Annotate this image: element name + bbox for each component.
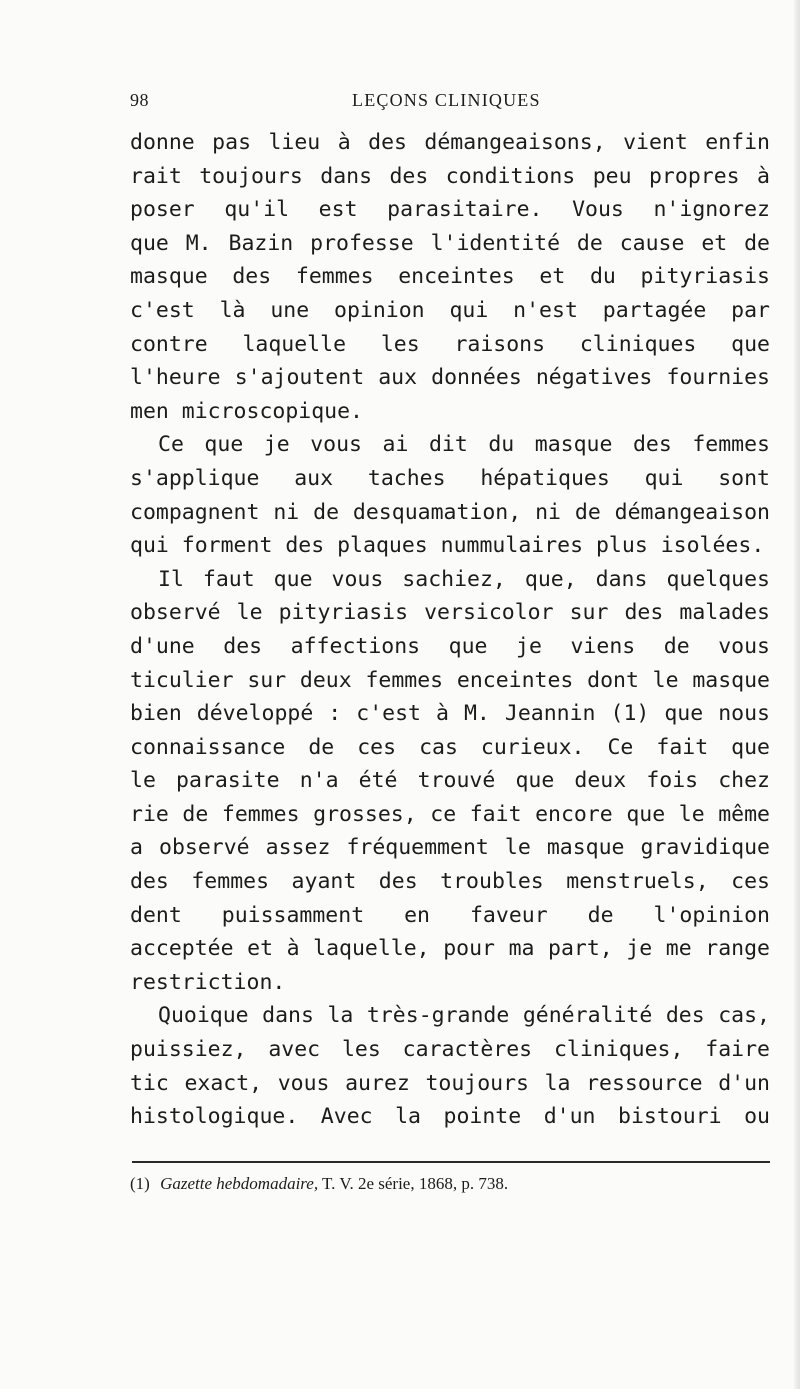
text-line: Il faut que vous sachiez, que, dans quelques <box>158 566 770 592</box>
page-number: 98 <box>130 90 149 110</box>
body-text <box>130 126 770 1134</box>
text-line: que M. Bazin professe l'identité de cause et de <box>130 230 770 256</box>
text-line: rie de femmes grosses, ce fait encore que le même <box>130 801 770 827</box>
text-line: observé le pityriasis versicolor sur des malades <box>130 600 770 626</box>
page-edge <box>794 0 800 1389</box>
text-line: dent puissamment en faveur de l'opinion <box>130 902 770 928</box>
text-line: s'applique aux taches hépatiques qui sont <box>130 465 770 491</box>
text-line: c'est là une opinion qui n'est partagée par <box>130 297 770 323</box>
footnote-reference: T. V. 2e série, 1868, p. 738. <box>322 1174 509 1193</box>
text-line: histologique. Avec la pointe d'un bistouri ou <box>130 1104 770 1130</box>
footnote <box>130 1174 770 1194</box>
text-line: Quoique dans la très-grande généralité des cas, <box>158 1003 770 1029</box>
text-line: ticulier sur deux femmes enceintes dont le masque <box>130 667 770 693</box>
text-line: acceptée et à laquelle, pour ma part, je me range <box>130 936 770 962</box>
text-line: men microscopique. <box>130 398 363 424</box>
text-line: tic exact, vous aurez toujours la ressource d'un <box>130 1070 770 1096</box>
text-line: poser qu'il est parasitaire. Vous n'ignorez <box>130 197 770 223</box>
footnote-journal-title: Gazette hebdomadaire, <box>160 1174 319 1193</box>
running-header <box>130 90 570 116</box>
text-line: le parasite n'a été trouvé que deux fois chez <box>130 768 770 794</box>
text-line: contre laquelle les raisons cliniques que <box>130 331 770 357</box>
text-line: masque des femmes enceintes et du pityriasis <box>130 264 770 290</box>
text-line: connaissance de ces cas curieux. Ce fait que <box>130 734 770 760</box>
running-title: LEÇONS CLINIQUES <box>352 90 541 110</box>
text-line: a observé assez fréquemment le masque gravidique <box>130 835 770 861</box>
text-line: bien développé : c'est à M. Jeannin (1) que nous <box>130 701 770 727</box>
text-line: qui forment des plaques nummulaires plus isolées. <box>130 533 765 559</box>
text-line: compagnent ni de desquamation, ni de démangeaison <box>130 499 770 525</box>
footnote-rule <box>132 1161 770 1163</box>
text-line: restriction. <box>130 969 286 995</box>
footnote-marker: (1) <box>130 1174 150 1193</box>
text-line: d'une des affections que je viens de vous <box>130 633 770 659</box>
text-line: donne pas lieu à des démangeaisons, vient enfin <box>130 130 770 155</box>
text-line: des femmes ayant des troubles menstruels, ces <box>130 869 770 895</box>
text-line: Ce que je vous ai dit du masque des femmes <box>158 432 770 458</box>
text-line: l'heure s'ajoutent aux données négatives fournies <box>130 365 770 391</box>
text-line: rait toujours dans des conditions peu propres à <box>130 163 770 189</box>
text-line: puissiez, avec les caractères cliniques, faire <box>130 1037 770 1063</box>
